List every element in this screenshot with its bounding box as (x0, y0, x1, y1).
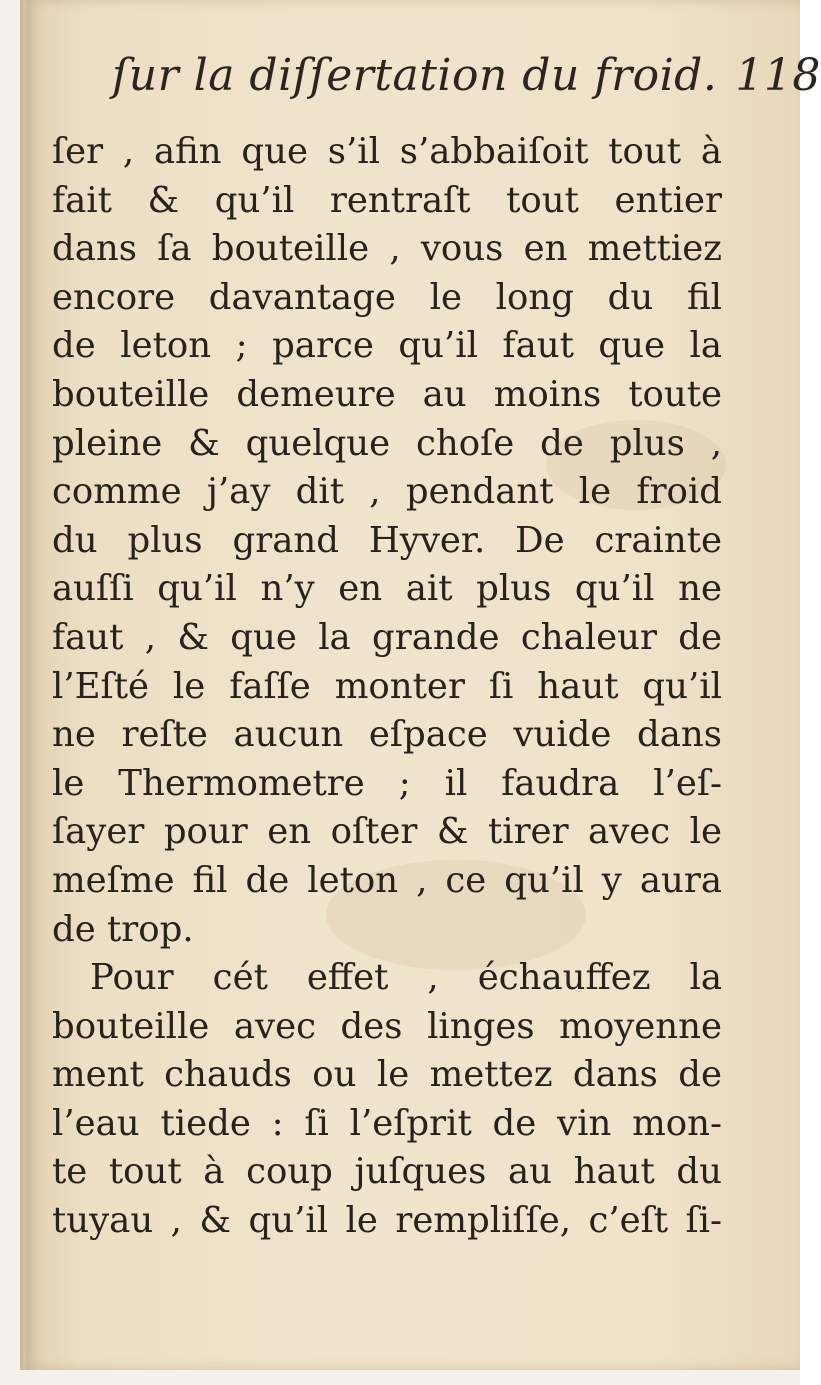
text-line: le Thermometre ; il faudra l’eſ- (52, 762, 722, 804)
paragraph-start-line: Pour cét effet , échauffez la (90, 957, 722, 999)
text-line: ment chauds ou le mettez dans de (52, 1054, 722, 1096)
text-line: de leton ; parce qu’il faut que la (52, 325, 722, 367)
text-line: pleine & quelque choſe de plus , (52, 422, 722, 464)
text-line: dans ſa bouteille , vous en mettiez (52, 228, 722, 270)
text-line: meſme fil de leton , ce qu’il y aura (52, 859, 722, 901)
text-line: auſſi qu’il n’y en ait plus qu’il ne (52, 568, 722, 610)
text-line: encore davantage le long du fil (52, 276, 722, 318)
text-line: bouteille avec des linges moyenne (52, 1005, 722, 1047)
body-text (52, 128, 722, 1246)
text-line: fait & qu’il rentraſt tout entier (52, 179, 722, 221)
text-line: de trop. (52, 908, 194, 950)
running-head (112, 50, 821, 101)
text-line: bouteille demeure au moins toute (52, 373, 722, 415)
text-line: tuyau , & qu’il le rempliſſe, c’eſt ſi- (52, 1200, 722, 1242)
text-line: ne reſte aucun eſpace vuide dans (52, 714, 722, 756)
running-title: ſur la diſſertation du froid. (112, 50, 718, 101)
text-line: faut , & que la grande chaleur de (52, 616, 722, 658)
text-line: du plus grand Hyver. De crainte (52, 519, 722, 561)
text-line: comme j’ay dit , pendant le froid (52, 471, 722, 513)
text-line: ſayer pour en oſter & tirer avec le (52, 811, 722, 853)
page-number: 118 (735, 50, 821, 101)
text-line: l’eau tiede : ſi l’eſprit de vin mon- (52, 1102, 722, 1144)
text-line: l’Eſté le faſſe monter ſi haut qu’il (52, 665, 722, 707)
text-line: te tout à coup juſques au haut du (52, 1151, 722, 1193)
text-line: ſer , afin que s’il s’abbaiſoit tout à (52, 131, 722, 172)
